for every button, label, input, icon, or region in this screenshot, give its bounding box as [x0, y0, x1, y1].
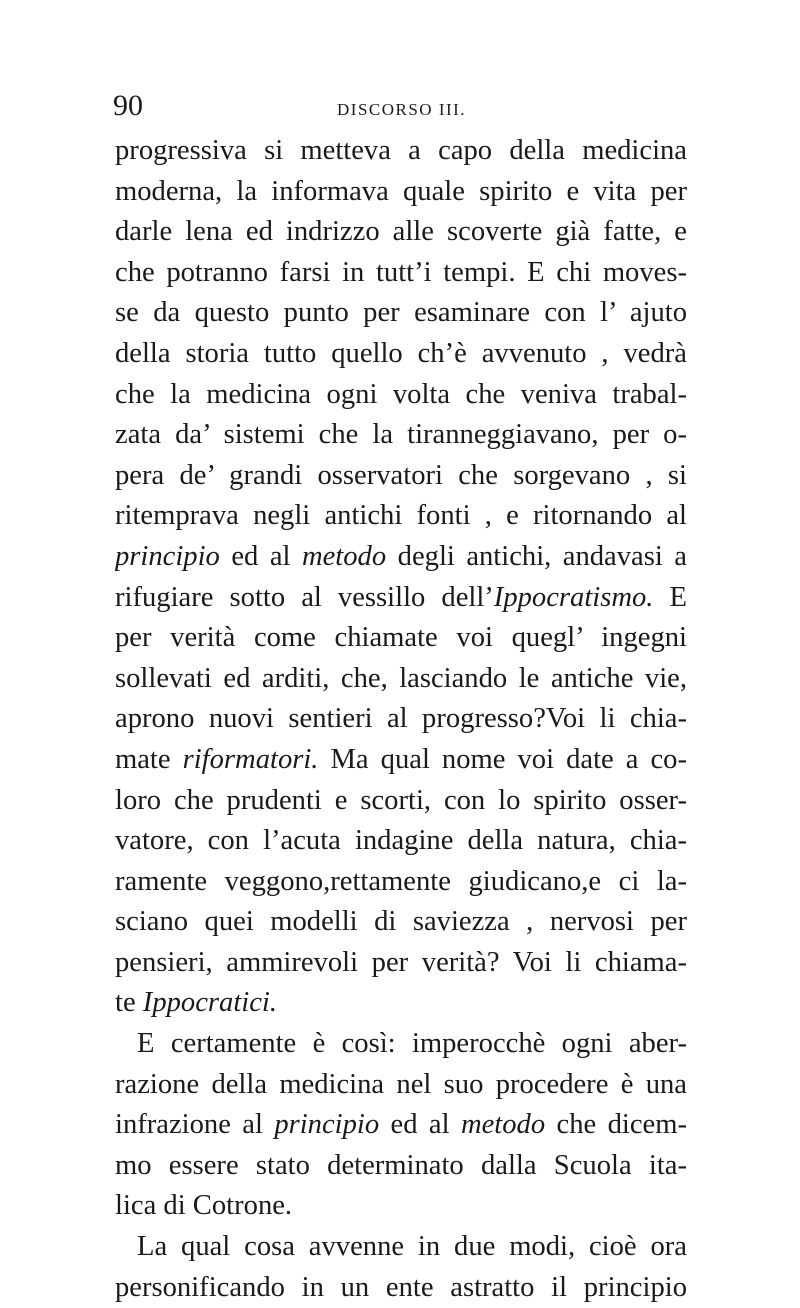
text-run: vatore, con l’acuta indagine della natura, chia-	[115, 825, 687, 857]
text-run: che la medicina ogni volta che veniva trabal-	[115, 378, 687, 410]
italic-term: metodo	[301, 540, 387, 572]
text-line	[115, 375, 687, 416]
text-line	[115, 578, 687, 619]
text-run: che dicem-	[545, 1109, 687, 1141]
text-run: progressiva si metteva a capo della medicina	[115, 135, 687, 166]
italic-term: principio	[115, 540, 220, 572]
text-line	[115, 334, 687, 375]
text-line	[115, 902, 687, 943]
text-run: Ma qual nome voi date a co-	[318, 743, 687, 775]
text-line	[115, 618, 687, 659]
text-line	[115, 821, 687, 862]
italic-term: principio	[274, 1109, 380, 1141]
body-text	[115, 131, 687, 1308]
text-run: della storia tutto quello ch’è avvenuto , vedrà	[115, 337, 687, 369]
text-run: personificando in un ente astratto il principio	[115, 1271, 687, 1303]
text-run: mate	[115, 743, 183, 775]
text-line	[115, 212, 687, 253]
text-run: E	[653, 581, 687, 613]
text-line	[115, 1227, 687, 1268]
text-line	[115, 1065, 687, 1106]
text-run: sciano quei modelli di saviezza , nervosi per	[115, 906, 687, 938]
running-head: DISCORSO III.	[337, 100, 467, 119]
text-run: te	[115, 987, 143, 1019]
italic-term: Ippocratismo.	[493, 581, 654, 613]
italic-term: metodo	[460, 1109, 546, 1141]
text-line	[115, 1146, 687, 1187]
text-run: moderna, la informava quale spirito e vita per	[115, 175, 687, 207]
text-run: degli antichi, andavasi a	[386, 540, 687, 572]
text-line	[115, 456, 687, 497]
text-line	[115, 172, 687, 213]
italic-term: riformatori.	[182, 743, 319, 775]
text-run: sollevati ed arditi, che, lasciando le antiche vie,	[115, 662, 687, 694]
text-run: infrazione al	[115, 1109, 275, 1141]
text-run: darle lena ed indrizzo alle scoverte già fatte, e	[115, 216, 687, 248]
text-run: rifugiare sotto al vessillo dell’	[115, 581, 494, 613]
text-run: ed al	[219, 540, 302, 572]
text-run: loro che prudenti e scorti, con lo spirito osser-	[115, 784, 687, 816]
text-run: lica di Cotrone.	[115, 1190, 293, 1222]
text-line	[115, 983, 687, 1024]
text-run: aprono nuovi sentieri al progresso?Voi li chia-	[115, 703, 687, 735]
text-line	[115, 415, 687, 456]
text-line	[115, 131, 687, 172]
italic-term: Ippocratici.	[142, 987, 277, 1019]
text-run: ed al	[379, 1109, 461, 1141]
text-run: ritemprava negli antichi fonti , e ritornando al	[115, 500, 687, 532]
text-line	[115, 740, 687, 781]
text-run: ramente veggono,rettamente giudicano,e ci la-	[115, 865, 687, 897]
text-run: zata da’ sistemi che la tiranneggiavano, per o-	[115, 419, 687, 451]
text-line	[115, 1186, 687, 1227]
text-line	[115, 1268, 687, 1308]
text-run: se da questo punto per esaminare con l’ ajuto	[115, 297, 687, 329]
text-line	[115, 699, 687, 740]
text-line	[115, 1105, 687, 1146]
text-run: pera de’ grandi osservatori che sorgevano , si	[115, 459, 687, 491]
text-run: E certamente è così: imperocchè ogni aber-	[137, 1028, 687, 1060]
text-line	[115, 1024, 687, 1065]
text-run: razione della medicina nel suo procedere è una	[115, 1068, 687, 1100]
text-run: per verità come chiamate voi quegl’ ingegni	[115, 622, 687, 654]
text-line	[115, 253, 687, 294]
text-line	[115, 537, 687, 578]
text-line	[115, 943, 687, 984]
page-number: 90	[113, 89, 143, 122]
page-header	[113, 88, 693, 128]
text-run: che potranno farsi in tutt’i tempi. E chi moves-	[115, 256, 687, 288]
text-line	[115, 659, 687, 700]
text-run: pensieri, ammirevoli per verità? Voi li chiama-	[115, 946, 687, 978]
text-line	[115, 293, 687, 334]
text-line	[115, 781, 687, 822]
text-run: La qual cosa avvenne in due modi, cioè ora	[137, 1231, 687, 1263]
text-line	[115, 496, 687, 537]
text-line	[115, 862, 687, 903]
text-run: mo essere stato determinato dalla Scuola ita-	[115, 1149, 687, 1181]
